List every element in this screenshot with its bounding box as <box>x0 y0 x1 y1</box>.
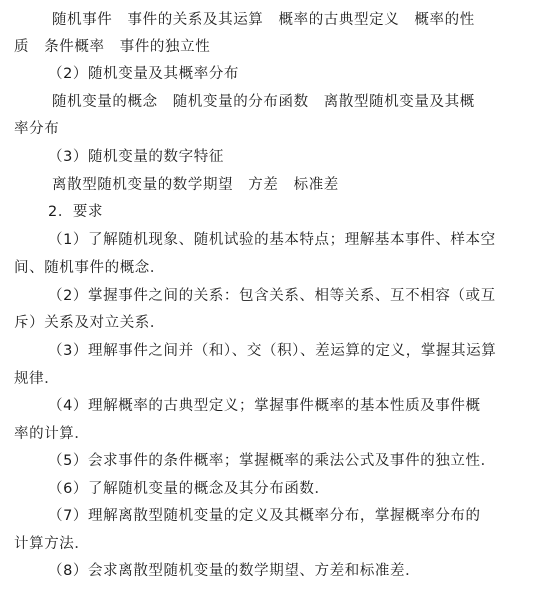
text-line-19: （7）理解离散型随机变量的定义及其概率分布，掌握概率分布的 <box>48 508 481 524</box>
text-line-16: 率的计算． <box>14 426 90 442</box>
text-line-17: （5）会求事件的条件概率；掌握概率的乘法公式及事件的独立性． <box>48 453 496 469</box>
text-line-1: 随机事件 事件的关系及其运算 概率的古典型定义 概率的性 <box>52 12 475 28</box>
text-line-18: （6）了解随机变量的概念及其分布函数． <box>48 481 330 497</box>
text-line-2: 质 条件概率 事件的独立性 <box>14 39 211 55</box>
text-line-10: 间、随机事件的概念． <box>14 260 165 276</box>
text-line-13: （3）理解事件之间并（和）、交（积）、差运算的定义，掌握其运算 <box>48 343 497 359</box>
text-line-5: 率分布 <box>14 121 60 137</box>
text-line-4: 随机变量的概念 随机变量的分布函数 离散型随机变量及其概 <box>52 94 475 110</box>
section-heading-3: （3）随机变量的数字特征 <box>48 149 224 165</box>
text-line-11: （2）掌握事件之间的关系：包含关系、相等关系、互不相容（或互 <box>48 288 496 304</box>
text-line-7: 离散型随机变量的数学期望 方差 标准差 <box>52 177 339 193</box>
requirements-heading: 2．要求 <box>48 204 104 220</box>
text-line-9: （1）了解随机现象、随机试验的基本特点；理解基本事件、样本空 <box>48 232 496 248</box>
text-line-12: 斥）关系及对立关系． <box>14 315 165 331</box>
text-line-20: 计算方法． <box>14 536 90 552</box>
text-line-15: （4）理解概率的古典型定义；掌握事件概率的基本性质及事件概 <box>48 398 481 414</box>
text-line-14: 规律． <box>14 371 60 387</box>
text-line-21: （8）会求离散型随机变量的数学期望、方差和标准差． <box>48 563 421 579</box>
section-heading-2: （2）随机变量及其概率分布 <box>48 66 240 82</box>
